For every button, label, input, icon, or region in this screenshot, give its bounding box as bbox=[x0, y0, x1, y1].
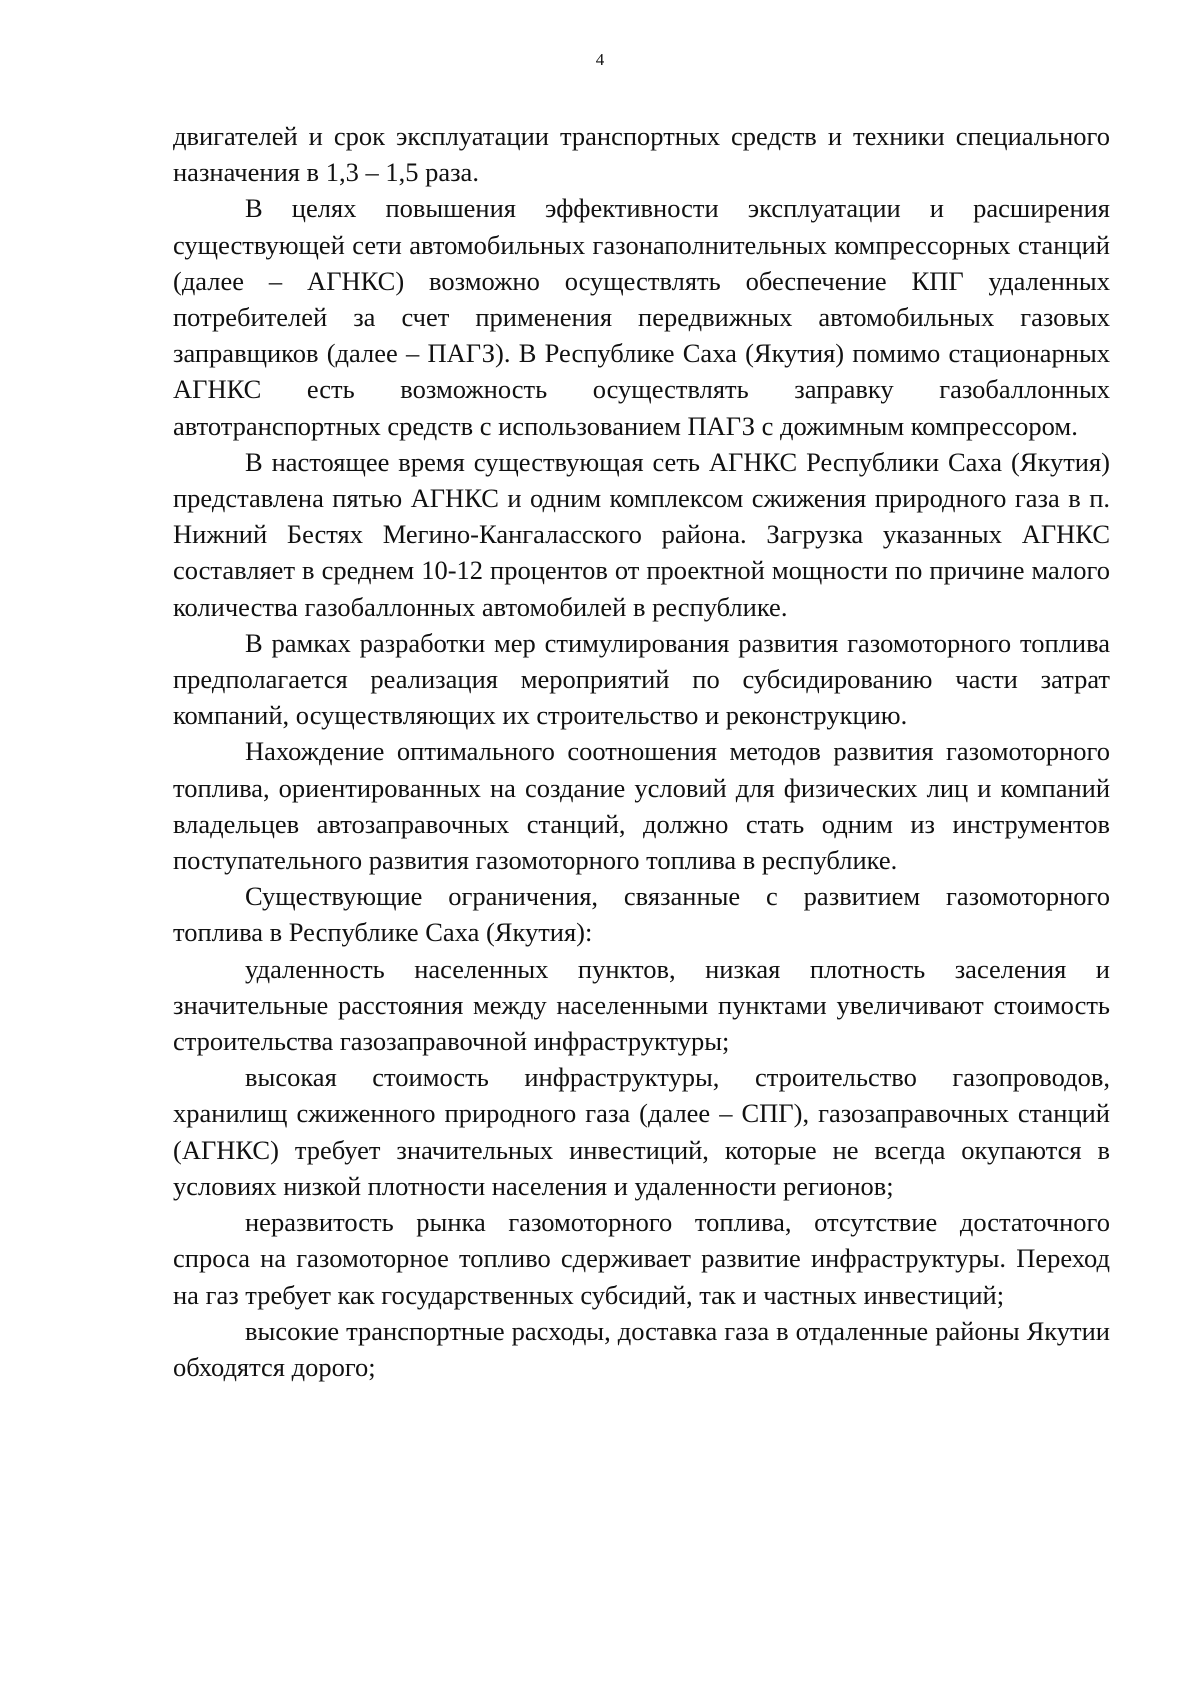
paragraph-continuation: двигателей и срок эксплуатации транспортных средств и техники специального назначения в 1,3 – 1,5 раза. bbox=[173, 121, 1110, 188]
document-body bbox=[173, 118, 1110, 1385]
paragraph-optimal-methods: Нахождение оптимального соотношения методов развития газомоторного топлива, ориентированных на создание условий для физических лиц и компаний владельцев автозаправочных станций, должно стать одним из инструментов поступательного развития газомоторного топлива в республике. bbox=[173, 736, 1110, 876]
page-number: 4 bbox=[595, 50, 605, 69]
list-item-remoteness: удаленность населенных пунктов, низкая плотность заселения и значительные расстояния между населенными пунктами увеличивают стоимость строительства газозаправочной инфраструктуры; bbox=[173, 953, 1110, 1057]
paragraph-subsidies: В рамках разработки мер стимулирования развития газомоторного топлива предполагается реализация мероприятий по субсидированию части затрат компаний, осуществляющих их строительство и реконструкцию. bbox=[173, 627, 1110, 731]
paragraph-agnks-network: В настоящее время существующая сеть АГНКС Республики Саха (Якутия) представлена пятью АГНКС и одним комплексом сжижения природного газа в п. Нижний Бестях Мегино-Кангаласского района. Загрузка указанных АГНКС составляет в среднем 10-12 процентов от проектной мощности по причине малого количества газобаллонных автомобилей в республике. bbox=[173, 446, 1110, 622]
paragraph-limitations-intro: Существующие ограничения, связанные с развитием газомоторного топлива в Республике Саха (Якутия): bbox=[173, 881, 1110, 948]
list-item-infrastructure-cost: высокая стоимость инфраструктуры, строительство газопроводов, хранилищ сжиженного природного газа (далее – СПГ), газозаправочных станций (АГНКС) требует значительных инвестиций, которые не всегда окупаются в условиях низкой плотности населения и удаленности регионов; bbox=[173, 1062, 1110, 1201]
list-item-market-underdevelopment: неразвитость рынка газомоторного топлива, отсутствие достаточного спроса на газомоторное топливо сдерживает развитие инфраструктуры. Переход на газ требует как государственных субсидий, так и частных инвестиций; bbox=[173, 1207, 1110, 1310]
paragraph-agnks-efficiency: В целях повышения эффективности эксплуатации и расширения существующей сети автомобильных газонаполнительных компрессорных станций (далее – АГНКС) возможно осуществлять обеспечение КПГ удаленных потребителей за счет применения передвижных автомобильных газовых заправщиков (далее – ПАГЗ). В Республике Саха (Якутия) помимо стационарных АГНКС есть возможность осуществлять заправку газобаллонных автотранспортных средств с использованием ПАГЗ с дожимным компрессором. bbox=[173, 193, 1110, 441]
list-item-transport-costs: высокие транспортные расходы, доставка газа в отдаленные районы Якутии обходятся дорого; bbox=[173, 1315, 1110, 1382]
